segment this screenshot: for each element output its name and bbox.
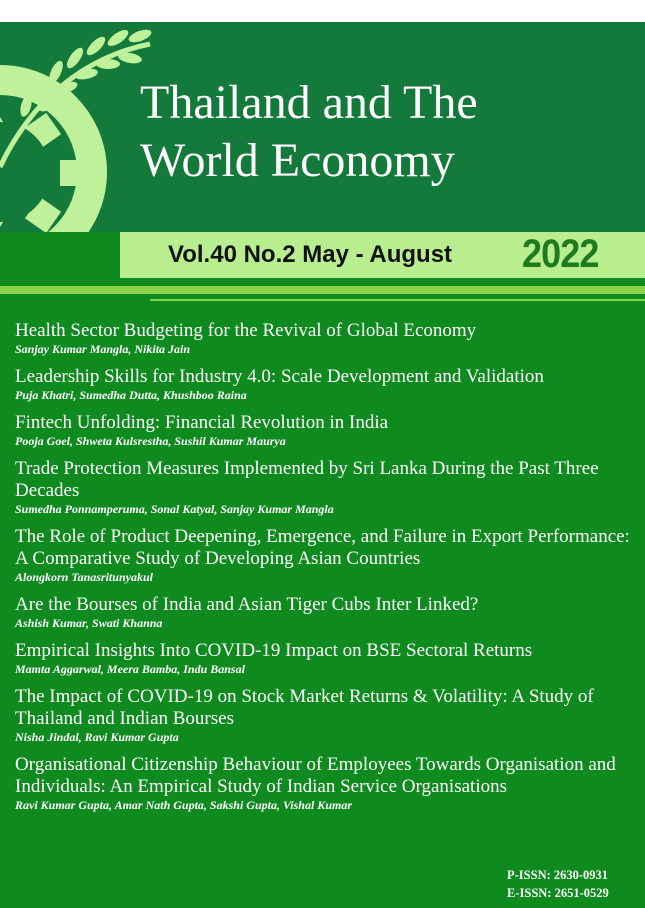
article-title: The Role of Product Deepening, Emergence, and Failure in Export Performance: A Comparative Study of Developing Asian Countries (15, 526, 630, 569)
article-item (15, 458, 640, 517)
article-item (15, 754, 640, 813)
article-authors: Mamta Aggarwal, Meera Bamba, Indu Bansal (15, 662, 245, 676)
article-item (15, 366, 640, 403)
article-title: The Impact of COVID-19 on Stock Market Returns & Volatility: A Study of Thailand and Indian Bourses (15, 686, 594, 729)
issue-band (120, 232, 645, 278)
journal-title-line2: World Economy (140, 134, 455, 187)
issue-year: 2022 (522, 232, 599, 276)
article-authors: Sumedha Ponnamperuma, Sonal Katyal, Sanjay Kumar Mangla (15, 502, 334, 516)
article-title: Health Sector Budgeting for the Revival of Global Economy (15, 320, 477, 341)
article-authors: Ravi Kumar Gupta, Amar Nath Gupta, Sakshi Gupta, Vishal Kumar (15, 798, 352, 812)
article-item (15, 640, 640, 677)
divider-stripe (0, 286, 645, 294)
article-authors: Ashish Kumar, Swati Khanna (15, 616, 163, 630)
article-item (15, 594, 640, 631)
article-title: Organisational Citizenship Behaviour of Employees Towards Organisation and Individuals: An Empirical Study of Indian Service Organisations (15, 754, 616, 797)
cover-header (0, 22, 645, 232)
journal-title (140, 74, 620, 190)
article-item (15, 526, 640, 585)
article-authors: Sanjay Kumar Mangla, Nikita Jain (15, 342, 191, 356)
article-title: Leadership Skills for Industry 4.0: Scale Development and Validation (15, 366, 544, 387)
volume-issue: Vol.40 No.2 May - August (168, 241, 453, 268)
article-authors: Alongkorn Tanasritunyakul (15, 570, 153, 584)
print-issn: P-ISSN: 2630-0931 (507, 868, 609, 882)
issn-block (507, 866, 609, 902)
article-item (15, 412, 640, 449)
article-authors: Nisha Jindal, Ravi Kumar Gupta (15, 730, 179, 744)
article-authors: Pooja Goel, Shweta Kulsrestha, Sushil Kumar Maurya (15, 434, 286, 448)
article-title: Fintech Unfolding: Financial Revolution in India (15, 412, 389, 433)
article-list (15, 320, 640, 813)
article-item (15, 686, 640, 745)
article-title: Empirical Insights Into COVID-19 Impact on BSE Sectoral Returns (15, 640, 533, 661)
electronic-issn: E-ISSN: 2651-0529 (507, 886, 609, 900)
journal-cover (0, 22, 645, 908)
article-authors: Puja Khatri, Sumedha Dutta, Khushboo Raina (15, 388, 247, 402)
divider-line (150, 299, 645, 301)
article-title: Trade Protection Measures Implemented by Sri Lanka During the Past Three Decades (15, 458, 599, 501)
article-title: Are the Bourses of India and Asian Tiger Cubs Inter Linked? (15, 594, 479, 615)
gear-and-wheat-icon (0, 22, 160, 232)
journal-title-line1: Thailand and The (140, 76, 478, 129)
article-item (15, 320, 640, 357)
